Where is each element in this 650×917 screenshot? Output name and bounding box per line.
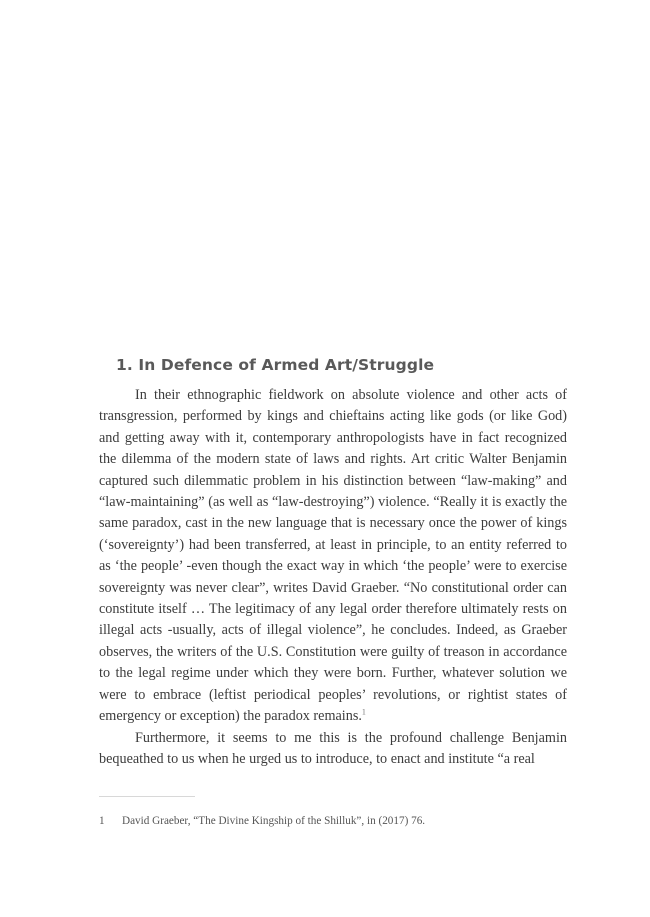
footnote-text: David Graeber, “The Divine Kingship of the Shilluk”, in (2017) 76. (122, 815, 426, 827)
footnote (99, 815, 425, 827)
body-text (99, 385, 567, 770)
paragraph-1-text: In their ethnographic fieldwork on absolute violence and other acts of transgression, performed by kings and chieftains acting like gods (or like God) and getting away with it, contemporary anthropologists have in fact recognized the dilemma of the modern state of laws and rights. Art critic Walter Benjamin captured such dilemmatic problem in his distinction between “law-making” and “law-maintaining” (as well as “law-destroying”) violence. “Really it is exactly the same paradox, cast in the new language that is necessary once the power of kings (‘sovereignty’) had been transferred, at least in principle, to an entity referred to as ‘the people’ -even though the exact way in which ‘the people’ were to exercise sovereignty was never clear”, writes David Graeber. “No constitutional order can constitute itself … The legitimacy of any legal order therefore ultimately rests on illegal acts -usually, acts of illegal violence”, he concludes. Indeed, as Graeber observes, the writers of the U.S. Constitution were guilty of treason in accordance to the legal regime under which they were born. Further, whatever solution we were to embrace (leftist periodical peoples’ revolutions, or rightist states of emergency or exception) the paradox remains. (99, 387, 567, 725)
paragraph-2-text: Furthermore, it seems to me this is the profound challenge Benjamin bequeathed to us when he urged us to introduce, to enact and institute “a real (99, 729, 567, 767)
footnote-divider (99, 796, 195, 797)
paragraph-2 (99, 728, 567, 771)
section-heading: 1. In Defence of Armed Art/Struggle (116, 356, 435, 374)
paragraph-1 (99, 385, 567, 728)
footnote-reference: 1 (361, 707, 366, 717)
footnote-number: 1 (99, 815, 105, 827)
